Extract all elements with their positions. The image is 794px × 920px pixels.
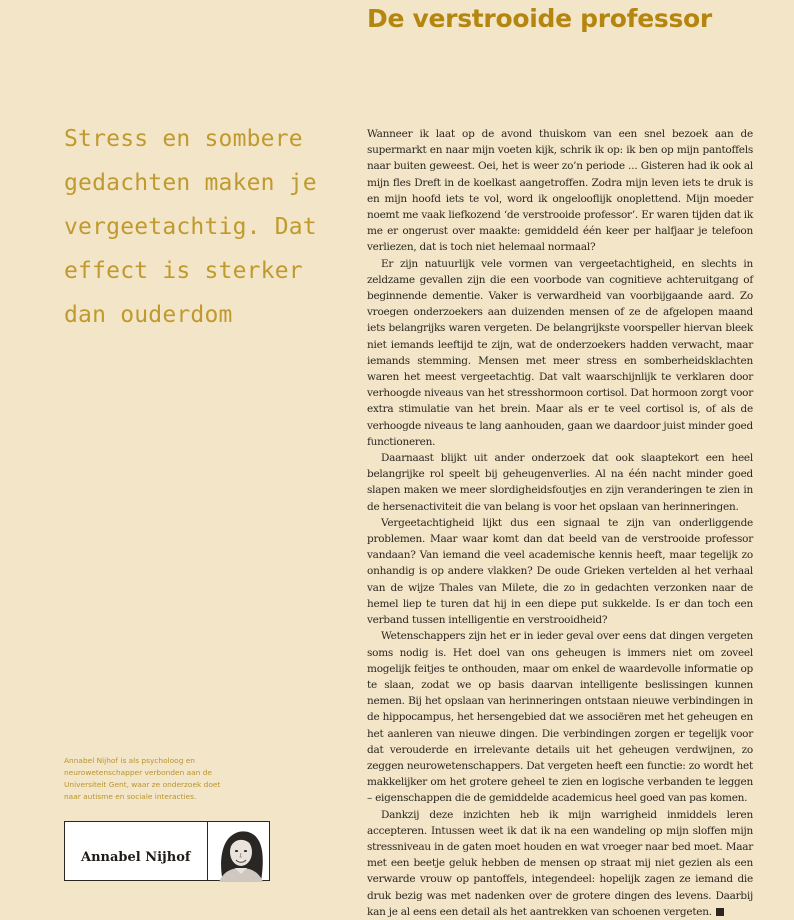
author-card-divider xyxy=(207,822,208,880)
article-paragraph: Wanneer ik laat op de avond thuiskom van een snel bezoek aan de supermarkt en naar mijn voeten kijk, schrik ik op: ik ben op mijn pantoffels naar buiten geweest. Oei, het is weer zo’n periode ... Gisteren had ik ook al mijn fles Dreft in de koelkast aangetroffen. Zodra mijn leven iets te druk is en mijn hoofd iets te vol, word ik ongelooflijk onoplettend. Mijn moeder noemt me vaak liefkozend ‘de verstrooide professor’. Er waren tijden dat ik me er ongerust over maakte: gemiddeld één keer per halfjaar je telefoon verliezen, dat is toch niet helemaal normaal? xyxy=(367,128,753,254)
author-bio: Annabel Nijhof is als psycholoog en neurowetenschapper verbonden aan de Universiteit Gent, waar ze onderzoek doet naar autisme en sociale interacties. xyxy=(64,756,221,801)
article-title: De verstrooide professor xyxy=(367,4,712,33)
author-name: Annabel Nijhof xyxy=(81,850,191,865)
article-paragraph: Wetenschappers zijn het er in ieder geval over eens dat dingen vergeten soms nodig is. Het doel van ons geheugen is immers niet om zoveel mogelijk feitjes te onthouden, maar om enkel de waardevolle informatie op te slaan, zodat we op basis daarvan intelligente beslissingen kunnen nemen. Bij het opslaan van herinneringen ontstaan nieuwe verbindingen in de hippocampus, het hersengebied dat we associëren met het geheugen en het aanleren van nieuwe dingen. Die verbindingen zorgen er tegelijk voor dat verouderde en irrelevante details uit het geheugen verdwijnen, zo zeggen neurowetenschappers. Dat vergeten heeft een functie: zo wordt het makkelijker om het grotere geheel te zien en logische verbanden te leggen – eigenschappen die de gemiddelde academicus heel goed van pas komen. xyxy=(367,630,753,805)
article-paragraph: Vergeetachtigheid lijkt dus een signaal te zijn van onderliggende problemen. Maar waar komt dan dat beeld van de verstrooide professor vandaan? Van iemand die veel academische kennis heeft, maar tegelijk zo onhandig is op andere vlakken? De oude Grieken vertelden al het verhaal van de wijze Thales van Milete, die zo in gedachten verzonken naar de hemel liep te turen dat hij in een diepe put sukkelde. Is er dan toch een verband tussen intelligentie en verstrooidheid? xyxy=(367,516,753,627)
pull-quote: Stress en sombere gedachten maken je vergeetachtig. Dat effect is sterker dan ouderdom xyxy=(64,126,317,328)
article-body xyxy=(367,126,753,920)
end-mark-icon xyxy=(716,908,724,916)
author-card xyxy=(64,821,270,881)
article-paragraph: Er zijn natuurlijk vele vormen van vergeetachtigheid, en slechts in zeldzame gevallen zijn die een voorbode van cognitieve achteruitgang of beginnende dementie. Vaker is verwardheid van voorbijgaande aard. Zo vroegen onderzoekers aan duizenden mensen of ze de afgelopen maand iets belangrijks waren vergeten. De belangrijkste voorspeller hiervan bleek niet iemands leeftijd te zijn, wat de onderzoekers hadden verwacht, maar iemands stemming. Mensen met meer stress en somberheidsklachten waren het meest vergeetachtig. Dat valt waarschijnlijk te verklaren door verhoogde niveaus van het stresshormoon cortisol. Dat hormoon zorgt voor extra stimulatie van het brein. Maar als er te veel cortisol is, of als de verhoogde niveaus te lang aanhouden, gaan we daardoor juist minder goed functioneren. xyxy=(367,257,753,448)
last-paragraph-text: Dankzij deze inzichten heb ik mijn warrigheid inmiddels leren accepteren. Intussen weet ik dat ik na een wandeling op mijn sloffen mijn stressniveau in de gaten moet houden en wat vroeger naar bed moet. Maar met een beetje geluk hebben de mensen op straat mij niet gezien als een verwarde vrouw op pantoffels, integendeel: hopelijk zagen ze iemand die druk bezig was met nadenken over de grotere dingen des levens. Daarbij kan je al eens een detail als het aantrekken van schoenen vergeten. xyxy=(367,808,753,918)
article-paragraph-last xyxy=(367,807,753,920)
author-portrait-icon xyxy=(211,824,269,882)
article-paragraph: Daarnaast blijkt uit ander onderzoek dat ook slaaptekort een heel belangrijke rol speelt bij geheugenverlies. Al na één nacht minder goed slapen maken we meer slordigheidsfoutjes en zijn veranderingen te zien in de hersenactiviteit die van belang is voor het opslaan van herinneringen. xyxy=(367,452,753,513)
